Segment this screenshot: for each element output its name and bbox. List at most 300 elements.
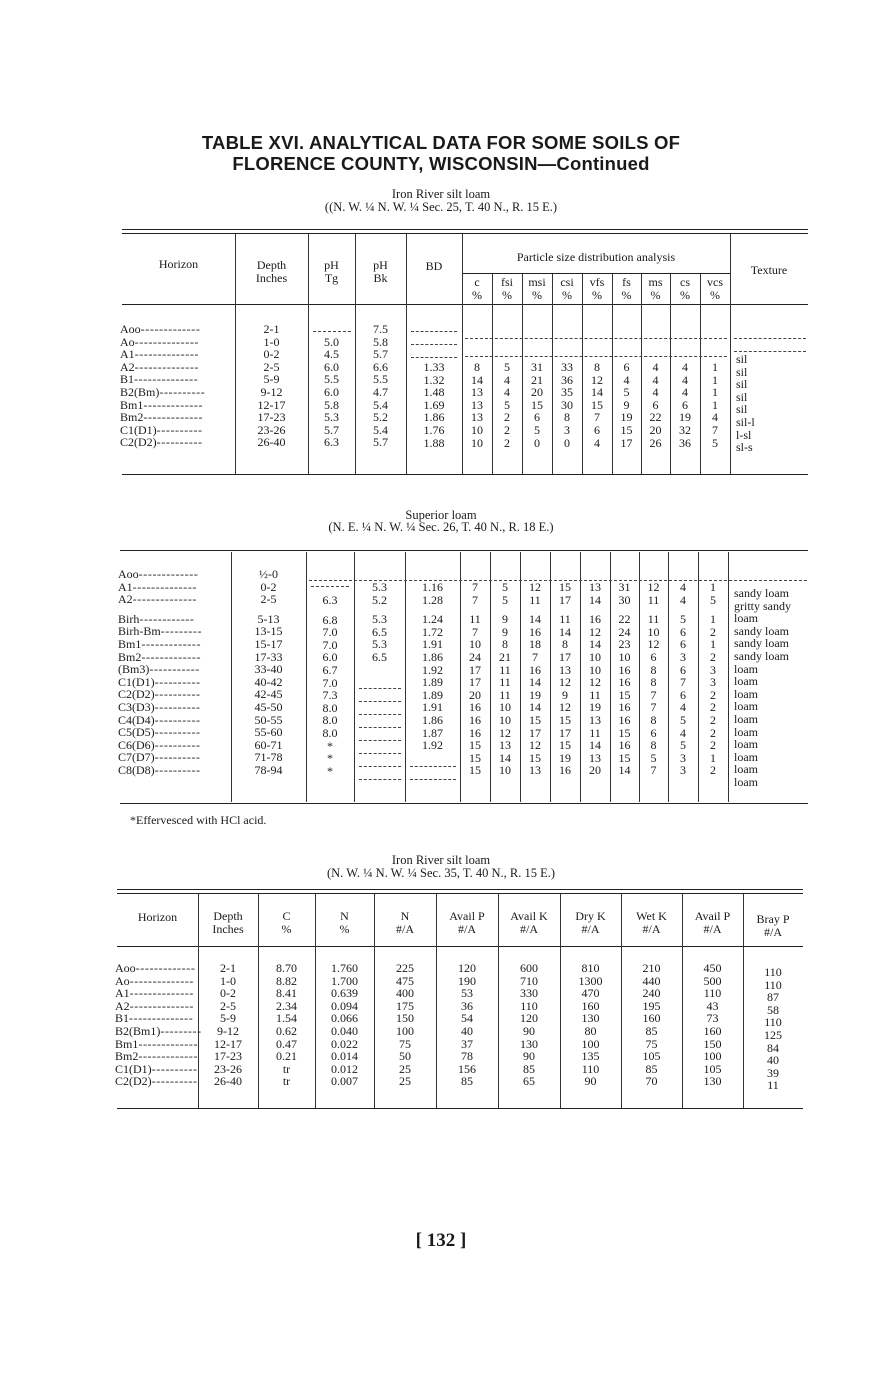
- t2-col-ms-value: 11: [647, 612, 660, 627]
- t2-col-ph-bk-value: 5.3: [372, 637, 387, 652]
- t3-header-depth: [198, 910, 258, 936]
- t1-col-msi-value: 5: [534, 422, 540, 437]
- t2-col-fsi: [490, 581, 520, 777]
- t2-col-ph-bk-value: 5.3: [372, 580, 387, 594]
- t2-col-texture-value: sandy loam: [734, 586, 789, 600]
- t2-col-bd-value: 1.91: [422, 700, 443, 715]
- t1-col-fsi-value: 4: [504, 372, 510, 387]
- page-number: [ 132 ]: [415, 1230, 467, 1251]
- t2-col-c-value: 15: [469, 763, 481, 778]
- t3-header-dry-k: [560, 910, 621, 936]
- t1-col-vcs-value: 1: [712, 397, 718, 412]
- t1-col-cs-value: 32: [679, 422, 691, 437]
- t1-col-fs: [612, 361, 641, 449]
- t1-col-ph-tg-value: 6.0: [324, 359, 339, 374]
- t1-header-cs-line1: cs: [680, 275, 690, 289]
- t2-col-bd-value: 1.89: [422, 675, 443, 690]
- t3-col-bray-p: [743, 966, 803, 1092]
- t2-col-csi-value: 17: [559, 649, 571, 664]
- t2-col-c-value: 24: [469, 649, 481, 664]
- t1-col-cs-value: 4: [682, 360, 688, 374]
- t3-col-horizon-value: Aoo: [115, 961, 136, 975]
- t3-header-c: [258, 910, 315, 936]
- t2-col-bd-cell: [405, 594, 460, 607]
- t1-col-fsi-value: 5: [504, 360, 510, 374]
- t3-col-n-lbs-value: 150: [396, 1011, 414, 1026]
- t1-col-ph-bk-value: 5.7: [373, 347, 388, 362]
- t3-col-wet-k-value: 195: [642, 998, 661, 1013]
- t2-bottom-rule: [120, 803, 808, 804]
- t3-col-n-pct-value: 0.639: [331, 986, 358, 1001]
- t2-col-texture-value: loam: [734, 774, 758, 789]
- t2-col-ms-value: 6: [650, 649, 657, 664]
- t2-col-ph-tg-value: 8.0: [322, 725, 338, 740]
- leader-dots: -------------: [140, 322, 201, 336]
- t3-col-dry-k-value: 470: [581, 986, 600, 1001]
- t3-col-horizon: [115, 961, 202, 1089]
- t3-header-n-pct: [315, 910, 374, 936]
- t2-col-msi-value: 15: [529, 750, 541, 765]
- t1-col-bd-value: 1.69: [423, 397, 445, 412]
- t2-col-vfs-value: 20: [589, 763, 601, 778]
- t2-col-csi-value: 12: [559, 700, 571, 715]
- t2-col-vcs-value: 1: [710, 750, 716, 765]
- t2-col-ms: [639, 581, 668, 777]
- t2-col-vcs-value: 1: [710, 580, 716, 594]
- t3-col-depth-cell: [198, 1075, 258, 1088]
- t2-col-msi: [520, 581, 550, 777]
- t3-col-bray-p-cell: [743, 1079, 803, 1092]
- t2-col-fsi-value: 12: [499, 725, 511, 740]
- leader-dots: ----------: [154, 737, 201, 752]
- t3-col-dry-k-value: 110: [581, 1061, 600, 1076]
- t2-col-ms-value: 8: [650, 712, 657, 727]
- t2-col-ph-tg-value: 6.7: [322, 662, 338, 677]
- t3-col-n-lbs-cell: [374, 1075, 436, 1088]
- t3-col-avail-k-value: 330: [520, 986, 538, 1001]
- t2-col-cs-value: 3: [680, 649, 686, 664]
- t2-empty-dash: [359, 714, 401, 715]
- t2-col-vcs-value: 2: [710, 649, 716, 664]
- t2-col-csi-value: 16: [559, 763, 571, 778]
- t1-col-msi-value: 15: [531, 397, 543, 412]
- t3-header-avail-p-line1: Avail P: [449, 909, 485, 923]
- t2-col-cs-cell: [668, 594, 698, 607]
- t1-header-ph-bk-line2: Bk: [373, 271, 388, 285]
- t1-col-depth: [235, 323, 308, 449]
- t1-col-ph-bk-value: 5.2: [373, 410, 388, 425]
- t2-location: (N. E. ¼ N. W. ¼ Sec. 26, T. 40 N., R. 18 E.): [328, 520, 554, 534]
- t1-col-depth-value: 2-5: [263, 359, 280, 374]
- table-title-line2: FLORENCE COUNTY, WISCONSIN—Continued: [232, 153, 650, 174]
- t2-col-vfs-value: 19: [589, 700, 601, 715]
- t3-header-depth-line2: Inches: [212, 922, 244, 936]
- t1-col-ph-bk-value: 5.4: [373, 397, 388, 412]
- t3-header-c-line1: C: [282, 909, 291, 923]
- t3-col-wet-k-value: 105: [642, 1049, 661, 1064]
- t2-col-ph-tg-value: 7.0: [322, 637, 338, 652]
- t1-empty-dash: [313, 331, 351, 332]
- t2-col-msi-value: 14: [529, 675, 541, 690]
- t3-col-bray-p-value: 87: [767, 990, 779, 1005]
- t2-empty-dash: [311, 586, 349, 587]
- t1-col-texture: [736, 353, 808, 454]
- t3-header-depth-line1: Depth: [213, 909, 243, 923]
- t1-location: ((N. W. ¼ N. W. ¼ Sec. 25, T. 40 N., R. 15 E.): [324, 200, 558, 214]
- t1-header-fs-pct: %: [621, 288, 632, 302]
- t3-col-bray-p-value: 84: [767, 1040, 779, 1055]
- t3-col-n-lbs-value: 400: [396, 986, 414, 1001]
- t2-col-vcs-value: 2: [710, 687, 716, 702]
- t2-empty-dash: [359, 766, 401, 767]
- t3-col-bray-p-value: 110: [764, 965, 782, 979]
- t2-col-ms-value: 8: [650, 662, 657, 677]
- t1-col-c-value: 13: [471, 397, 483, 412]
- t3-col-wet-k-value: 160: [642, 1011, 661, 1026]
- t2-col-horizon: [118, 568, 231, 777]
- t1-header-horizon: Horizon: [158, 257, 199, 271]
- t2-col-c-cell: [460, 764, 490, 777]
- t1-col-texture-value: sl-s: [736, 440, 753, 455]
- t2-col-fsi-value: 9: [502, 612, 508, 627]
- t3-col-bray-p-value: 39: [767, 1065, 779, 1080]
- t2-col-texture-value: loam: [734, 611, 758, 626]
- t1-col-bd-value: 1.48: [423, 385, 445, 400]
- t2-col-csi-value: 19: [559, 750, 571, 765]
- t1-col-vcs-value: 1: [712, 360, 718, 374]
- t2-col-fsi-value: 14: [499, 750, 511, 765]
- t1-col-vcs-value: 5: [712, 435, 718, 450]
- t1-col-texture-cell: [736, 441, 808, 454]
- t1-col-cs-value: 19: [679, 410, 691, 425]
- t2-col-fs-value: 16: [618, 675, 631, 690]
- t2-col-c-value: 10: [469, 637, 481, 652]
- t2-col-texture-value: loam: [734, 762, 758, 777]
- t2-col-texture-value: sandy loam: [734, 636, 789, 651]
- t2-col-c-value: 7: [472, 580, 478, 594]
- t1-header-csi-pct: %: [562, 288, 572, 302]
- t3-col-depth-value: 23-26: [214, 1061, 242, 1076]
- t1-col-fs-value: 4: [623, 372, 630, 387]
- t3-col-avail-p-value: 54: [461, 1011, 473, 1026]
- t3-col-n-pct-value: 1.700: [331, 973, 358, 988]
- t1-header-fsi: [492, 276, 522, 302]
- t1-col-horizon-value: B1: [120, 372, 135, 387]
- t2-col-fs-value: 24: [618, 624, 631, 639]
- t3-col-avail-k-value: 85: [523, 1061, 535, 1076]
- t2-col-cs: [668, 581, 698, 777]
- t2-col-msi-value: 14: [529, 700, 541, 715]
- leader-dots: -------------: [138, 1036, 199, 1051]
- t2-col-fs: [610, 581, 639, 777]
- t2-col-depth-value: 45-50: [254, 699, 283, 714]
- t3-col-dry-k-value: 160: [581, 998, 600, 1013]
- t3-col-wet-k-value: 210: [642, 961, 661, 975]
- t1-col-ms-value: 26: [649, 435, 662, 450]
- t1-col-ms-value: 6: [652, 397, 659, 412]
- t1-header-ms-line1: ms: [648, 275, 663, 289]
- t2-col-ph-tg-cell: [306, 594, 354, 607]
- t1-col-fsi-cell: [492, 437, 522, 450]
- t2-col-ph-tg-value: 6.8: [322, 612, 338, 627]
- t2-col-depth-value: 42-45: [254, 687, 283, 702]
- t2-col-horizon-value: A1: [118, 579, 133, 594]
- t1-col-fsi-value: 2: [504, 410, 510, 425]
- t2-col-ms-value: 6: [650, 725, 657, 740]
- t3-col-horizon-value: B2(Bm1): [115, 1023, 161, 1038]
- t3-col-bray-p-value: 110: [764, 977, 782, 992]
- t2-col-fs-cell: [610, 764, 639, 777]
- t1-col-bd-value: 1.76: [423, 422, 445, 437]
- leader-dots: ----------: [154, 687, 201, 702]
- t1-col-ms-value: 20: [649, 422, 662, 437]
- leader-dots: --------------: [134, 359, 200, 374]
- t3-col-c-value: 8.70: [276, 961, 297, 975]
- table-title-line1: TABLE XVI. ANALYTICAL DATA FOR SOME SOILS OF: [201, 132, 681, 153]
- t2-col-fs-value: 23: [618, 637, 631, 652]
- t3-col-n-pct-value: 0.066: [331, 1011, 358, 1026]
- t3-col-wet-k-value: 85: [645, 1023, 658, 1038]
- t3-col-horizon-value: A1: [115, 986, 130, 1001]
- t1-col-texture-value: sil: [736, 364, 748, 379]
- t1-col-ph-tg-value: 5.0: [324, 334, 339, 349]
- t3-col-avail-p-value: 40: [461, 1023, 473, 1038]
- t2-col-ms-cell: [639, 764, 668, 777]
- t1-col-horizon-value: C2(D2): [120, 435, 157, 450]
- t2-col-ms-cell: [639, 594, 668, 607]
- t2-col-horizon-value: C5(D5): [118, 725, 155, 740]
- t2-col-texture-value: loam: [734, 737, 758, 752]
- t1-col-depth-value: 1-0: [263, 334, 280, 349]
- t3-col-bray-p-value: 11: [767, 1078, 779, 1093]
- t2-col-vcs-value: 3: [710, 662, 716, 677]
- t2-col-ph-bk-value: 6.5: [372, 624, 387, 639]
- t3-header-bray-p-line2: #/A: [764, 925, 782, 939]
- t3-header-n-lbs-line1: N: [400, 909, 410, 923]
- t2-col-c-value: 7: [472, 624, 478, 639]
- t2-col-horizon-value: Bm1: [118, 636, 142, 651]
- t2-col-depth-value: 60-71: [254, 737, 283, 752]
- t1-col-ph-tg-value: 4.5: [324, 347, 339, 362]
- t2-col-bd-value: 1.92: [422, 738, 443, 753]
- t2-col-csi-value: 8: [562, 637, 568, 652]
- t2-col-depth-value: 71-78: [254, 750, 283, 765]
- t2-soil-name: Superior loam: [405, 508, 477, 522]
- t1-empty-dash: [411, 344, 457, 345]
- t1-col-ph-bk-cell: [355, 436, 406, 449]
- t1-col-horizon-value: B2(Bm): [120, 384, 160, 399]
- t2-col-vfs-value: 12: [589, 624, 601, 639]
- t2-col-ph-bk: [354, 581, 405, 664]
- t2-col-vcs-value: 2: [710, 725, 716, 740]
- t1-col-vcs-value: 7: [712, 422, 718, 437]
- t3-col-dry-k: [560, 962, 621, 1088]
- t2-col-fs-value: 16: [618, 700, 631, 715]
- t2-col-fs-value: 15: [618, 750, 631, 765]
- t1-header-ph-bk-line1: pH: [373, 258, 388, 272]
- t3-col-avail-p: [436, 962, 498, 1088]
- t3-col-n-pct-value: 0.014: [331, 1049, 358, 1064]
- t1-col-depth-value: 23-26: [257, 422, 286, 437]
- t2-col-horizon-value: Birh-Bm: [118, 624, 161, 639]
- t3-col-avail-p-value: 190: [458, 973, 476, 988]
- t3-col-horizon-value: B1: [115, 1011, 130, 1026]
- t2-col-cs-value: 5: [680, 612, 686, 627]
- t3-col-c-value: 0.62: [276, 1023, 297, 1038]
- t1-col-fs-value: 6: [623, 360, 630, 374]
- t1-col-vfs-value: 7: [594, 410, 600, 425]
- t2-col-bd-value: 1.92: [422, 662, 443, 677]
- leader-dots: ----------: [156, 435, 203, 450]
- t2-col-bd-value: 1.16: [422, 580, 443, 594]
- t2-col-ph-tg-value: 7.3: [322, 688, 338, 703]
- t2-col-depth-cell: [231, 593, 306, 606]
- t3-col-c-value: 1.54: [276, 1011, 297, 1026]
- t3-col-dry-k-value: 100: [581, 1036, 600, 1051]
- t3-col-depth-value: 12-17: [214, 1036, 242, 1051]
- t2-col-depth-value: 2-5: [260, 592, 277, 607]
- t1-col-ph-tg-value: 6.3: [324, 435, 339, 450]
- t1-header-ms-pct: %: [650, 288, 661, 302]
- t1-col-depth-value: 5-9: [263, 372, 280, 387]
- leader-dots: ----------: [154, 674, 201, 689]
- t2-col-fsi-value: 10: [499, 712, 511, 727]
- t1-col-bd-value: 1.32: [423, 372, 445, 387]
- t1-col-bd-value: 1.33: [423, 360, 445, 374]
- t3-header-n-lbs: [374, 910, 436, 936]
- t1-col-vfs-value: 8: [594, 360, 600, 374]
- leader-dots: -------------: [143, 410, 204, 425]
- t2-col-vcs-value: 1: [710, 637, 716, 652]
- t2-col-depth-value: ½-0: [259, 567, 278, 581]
- t2-footnote: *Effervesced with HCl acid.: [130, 813, 267, 827]
- t2-col-ms-value: 7: [650, 687, 657, 702]
- t3-header-avail-k: [498, 910, 560, 936]
- t1-col-ph-tg-value: 6.0: [324, 384, 339, 399]
- t2-col-texture-value: loam: [734, 661, 758, 676]
- t1-col-c-cell: [462, 437, 492, 450]
- leader-dots: -------------: [138, 1049, 199, 1064]
- t2-col-csi-value: 14: [559, 624, 571, 639]
- t1-top-rule-2: [122, 233, 808, 234]
- t3-col-depth-value: 26-40: [214, 1074, 242, 1089]
- t3-col-n-pct-value: 1.760: [331, 961, 358, 975]
- t1-col-csi: [552, 361, 582, 449]
- t3-header-avail-k-line2: #/A: [520, 922, 538, 936]
- t1-col-fs-value: 19: [620, 410, 633, 425]
- t2-col-depth-value: 50-55: [254, 712, 283, 727]
- t1-col-cs-value: 4: [682, 385, 688, 400]
- t1-col-fs-cell: [612, 437, 641, 450]
- t3-col-avail-p-value: 53: [461, 986, 473, 1001]
- t3-header-avail-k-line1: Avail K: [510, 909, 548, 923]
- t2-col-fs-value: 16: [618, 662, 631, 677]
- t3-col-depth-value: 1-0: [220, 973, 236, 988]
- t2-col-ms-value: 8: [650, 675, 657, 690]
- t3-col-c-value: tr: [282, 1061, 291, 1076]
- t1-col-bd: [406, 361, 462, 449]
- t2-col-depth-value: 78-94: [254, 762, 283, 777]
- t1-col-texture-value: sil: [736, 389, 748, 404]
- t2-col-texture-value: sandy loam: [734, 623, 789, 638]
- t2-top-rule: [120, 550, 808, 551]
- t2-col-cs-value: 3: [680, 763, 686, 778]
- t3-header-c-line2: %: [281, 922, 292, 936]
- t2-col-csi-cell: [550, 764, 580, 777]
- t2-col-ph-tg-value: 8.0: [322, 713, 338, 728]
- t2-col-ph-bk-value: 5.3: [372, 612, 387, 627]
- t1-header-bd: BD: [425, 259, 443, 273]
- t3-col-n-lbs-value: 25: [399, 1074, 411, 1089]
- t2-col-msi-value: 15: [529, 712, 541, 727]
- t2-col-cs-value: 4: [680, 725, 686, 740]
- t1-col-ph-bk: [355, 323, 406, 449]
- t1-col-msi: [522, 361, 552, 449]
- t2-col-bd-value: 1.24: [422, 612, 443, 627]
- t1-col-csi-value: 8: [564, 410, 570, 425]
- t1-header-vcs-line1: vcs: [707, 275, 723, 289]
- t2-col-msi-value: 14: [529, 612, 541, 627]
- t1-empty-dash: [734, 338, 806, 339]
- t2-col-texture-value: loam: [734, 686, 758, 701]
- t3-header-avail-p2-line1: Avail P: [694, 909, 731, 923]
- t2-col-texture-value: sandy loam: [734, 648, 789, 663]
- t2-col-ph-tg-value: *: [327, 738, 333, 753]
- t2-col-fs-value: 22: [618, 612, 631, 627]
- t1-col-ph-bk-value: 5.5: [373, 372, 388, 387]
- leader-dots: --------------: [129, 998, 195, 1013]
- t1-header-csi: [552, 276, 582, 302]
- t1-header-cs-pct: %: [680, 288, 690, 302]
- leader-dots: -------------: [138, 567, 199, 581]
- t1-empty-dash: [411, 357, 457, 358]
- t2-col-vfs-value: 14: [589, 637, 601, 652]
- t3-location: (N. W. ¼ N. W. ¼ Sec. 35, T. 40 N., R. 15 E.): [326, 866, 555, 880]
- t2-col-c-value: 11: [469, 612, 481, 627]
- t2-col-fsi-value: 11: [499, 687, 511, 702]
- t2-col-c-value: 16: [469, 700, 481, 715]
- t3-col-avail-k: [498, 962, 560, 1088]
- t2-col-depth-value: 40-42: [254, 674, 283, 689]
- t2-col-fs-cell: [610, 594, 639, 607]
- t3-col-dry-k-value: 80: [584, 1023, 597, 1038]
- t1-col-horizon-value: Aoo: [120, 322, 141, 336]
- t3-col-depth-value: 9-12: [217, 1023, 239, 1038]
- t2-col-vfs-value: 10: [589, 649, 601, 664]
- t3-header-n-pct-line2: %: [339, 922, 350, 936]
- t2-col-ms-value: 7: [650, 763, 657, 778]
- t1-col-c-value: 10: [471, 435, 483, 450]
- leader-dots: ----------: [151, 1061, 198, 1076]
- t1-col-vfs-value: 12: [591, 372, 603, 387]
- t1-header-c-pct: %: [472, 288, 482, 302]
- t3-col-wet-k-cell: [621, 1075, 682, 1088]
- t2-col-texture-value: loam: [734, 711, 758, 726]
- t2-col-ms-value: 10: [647, 624, 660, 639]
- t1-col-c-value: 8: [474, 360, 480, 374]
- t2-col-ms-value: 12: [647, 637, 660, 652]
- t3-top-rule-2: [117, 893, 803, 894]
- t3-col-wet-k-value: 85: [645, 1061, 658, 1076]
- t3-col-avail-k-value: 110: [520, 998, 538, 1013]
- t3-col-wet-k-value: 75: [645, 1036, 658, 1051]
- t3-col-n-pct-value: 0.012: [331, 1061, 358, 1076]
- t1-col-horizon-value: Bm1: [120, 397, 144, 412]
- t3-col-avail-k-value: 90: [523, 1049, 535, 1064]
- t3-col-c-value: 0.47: [276, 1036, 297, 1051]
- leader-dots: ---------: [160, 624, 203, 639]
- t1-header-vfs-pct: %: [592, 288, 602, 302]
